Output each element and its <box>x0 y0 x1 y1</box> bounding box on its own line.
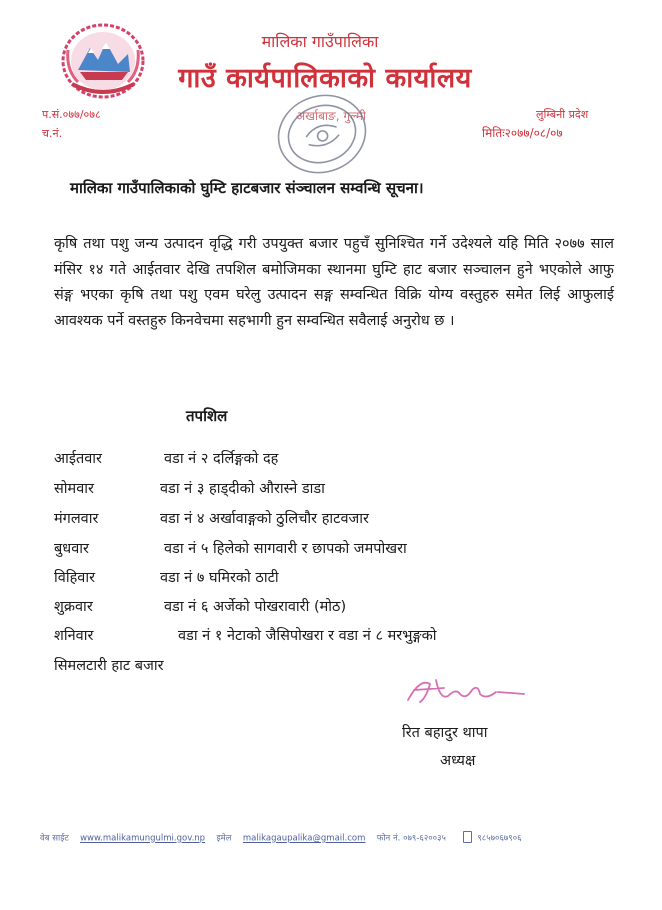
signatory-name: रित बहादुर थापा <box>402 725 488 741</box>
schedule-place: वडा नं ६ अर्जेको पोखरावारी (मोठ) <box>164 599 347 615</box>
schedule-row <box>54 478 634 506</box>
schedule-row <box>54 625 634 653</box>
schedule-place: वडा नं ३ हाड्दीको औरास्ने डाडा <box>160 481 325 497</box>
office-name: मालिका गाउँपालिका <box>261 32 379 51</box>
schedule-place: वडा नं २ दर्लिङ्गको दह <box>164 451 279 467</box>
phone-label: फोन नं. <box>376 833 401 844</box>
email-link[interactable]: malikagaupalika@gmail.com <box>242 833 366 844</box>
letterhead-footer <box>40 832 640 844</box>
schedule-row <box>54 596 634 624</box>
notice-body: कृषि तथा पशु जन्य उत्पादन वृद्धि गरी उपयुक्त बजार पहुचँ सुनिश्चित गर्ने उदेश्यले यहि मिति २०७७ साल मंसिर १४ गते आईतवार देखि तपशिल बमोजिमका स्थानमा घुम्टि हाट बजार सञ्चालन हुने भएकोले आफु संङ्ग भएका कृषि तथा पशु एवम घरेलु उत्पादन सङ्ग सम्वन्धित विक्रि योग्य वस्तुहरु समेत लिई आफुलाई आवश्यक पर्ने वस्तहुरु किनवेचमा सहभागी हुन सम्वन्धित सवैलाई अनुरोध छ । <box>54 236 614 329</box>
schedule-place: वडा नं ४ अर्खावाङ्गको ठुलिचौर हाटवजार <box>160 511 369 527</box>
notice-subject: मालिका गाउँपालिकाको घुम्टि हाटबजार संञ्चालन सम्वन्धि सूचना। <box>70 179 424 197</box>
signatory-title: अध्यक्ष <box>440 753 476 769</box>
schedule-day: मंगलवार <box>54 511 99 527</box>
schedule-day: बुधवार <box>54 541 89 557</box>
schedule-place: वडा नं ५ हिलेको सागवारी र छापको जमपोखरा <box>164 541 407 557</box>
schedule-row <box>54 508 634 536</box>
mobile-number: ९८५७०६७९०६ <box>477 833 522 844</box>
fiscal-year: प.सं.०७७/०७८ <box>42 108 101 121</box>
schedule-day: विहिवार <box>54 570 96 586</box>
letter-date: मितिः२०७७/०८/०७ <box>482 126 563 140</box>
schedule-continuation: सिमलटारी हाट बजार <box>54 658 164 674</box>
schedule-day: शनिवार <box>54 628 94 644</box>
schedule-row <box>54 538 634 566</box>
schedule-day: शुक्रवार <box>54 599 93 615</box>
mobile-phone-icon <box>463 831 472 843</box>
government-emblem-logo <box>58 20 148 102</box>
phone-number: ०७९-६२००३५ <box>403 833 446 844</box>
website-link[interactable]: www.malikamungulmi.gov.np <box>80 833 206 844</box>
website-label: वेब साईट <box>40 833 69 844</box>
office-stamp <box>266 84 378 184</box>
dispatch-number: च.नं. <box>42 127 63 140</box>
email-label: इमेल <box>216 833 232 844</box>
province: लुम्बिनी प्रदेश <box>536 108 589 121</box>
schedule-row <box>54 567 634 595</box>
signature <box>400 670 530 712</box>
schedule-heading: तपशिल <box>186 407 228 425</box>
office-address: अर्खाबाङ, गुल्मी <box>296 109 367 123</box>
office-title: गाउँ कार्यपालिकाको कार्यालय <box>178 63 472 94</box>
schedule-place: वडा नं ७ घमिरको ठाटी <box>160 570 279 586</box>
schedule-row <box>54 448 634 476</box>
schedule-day: आईतवार <box>54 451 102 467</box>
schedule-place: वडा नं १ नेटाको जैसिपोखरा र वडा नं ८ मरभुङ्गको <box>178 628 437 644</box>
schedule-day: सोमवार <box>54 481 94 497</box>
